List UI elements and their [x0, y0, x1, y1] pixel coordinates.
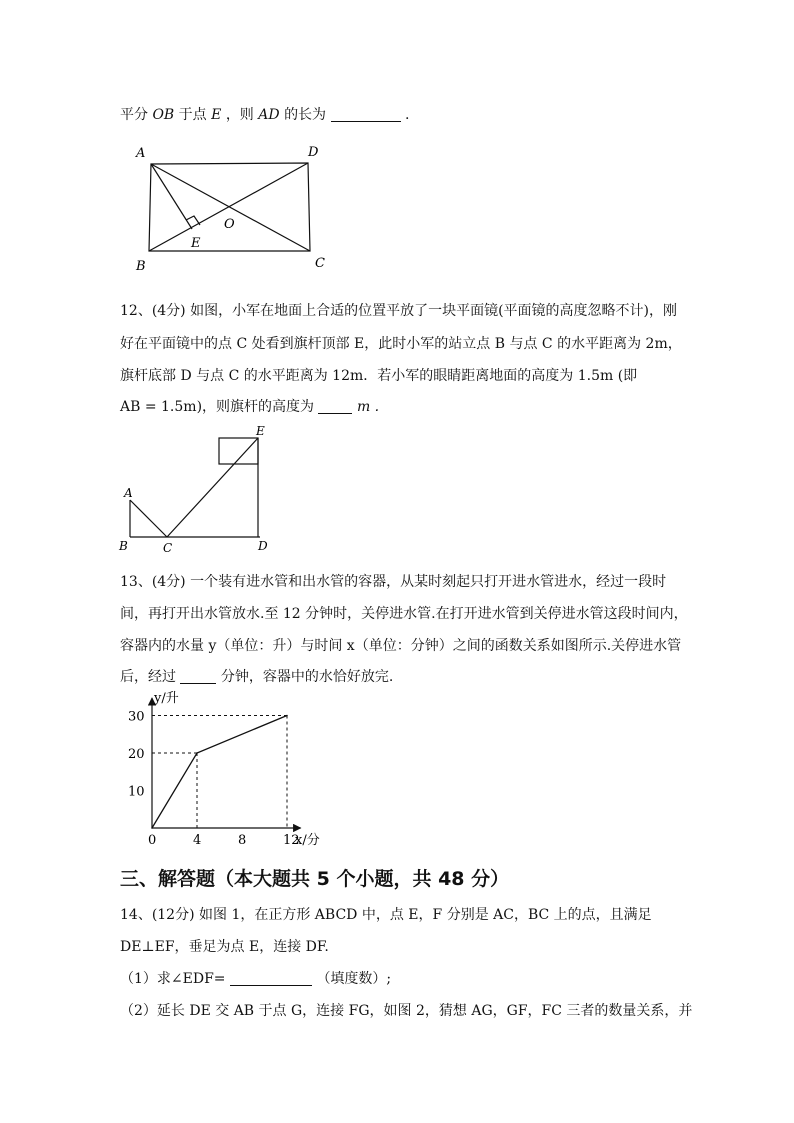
q12-line-2: 好在平面镜中的点 C 处看到旗杆顶部 E，此时小军的站立点 B 与点 C 的水平距离为 2m， — [120, 336, 682, 352]
q12-unit: m . — [356, 399, 380, 415]
label-d: D — [308, 145, 319, 160]
q12-line-4 — [120, 396, 379, 416]
series-line-0 — [152, 716, 287, 829]
q13-line-3: 容器内的水量 y（单位：升）与时间 x（单位：分钟）之间的函数关系如图所示.关停进水管 — [120, 638, 682, 654]
q14-line-4: （2）延长 DE 交 AB 于点 G，连接 FG，如图 2，猜想 AG，GF，FC 三者的数量关系，并 — [120, 1003, 693, 1019]
y-tick-label: 10 — [128, 784, 145, 800]
data-point — [196, 752, 198, 754]
q13-line-4 — [120, 666, 393, 686]
x-tick-label: 4 — [193, 833, 202, 848]
q13-water-chart — [115, 688, 340, 853]
q12-line-1: 12、(4分) 如图，小军在地面上合适的位置平放了一块平面镜(平面镜的高度忽略不计)，刚 — [120, 303, 678, 319]
q14-line-1: 14、(12分) 如图 1，在正方形 ABCD 中，点 E，F 分别是 AC，BC 上的点，且满足 — [120, 907, 652, 923]
label-c: C — [315, 256, 325, 271]
q14-answer-blank[interactable] — [230, 971, 312, 986]
label-a: A — [136, 146, 146, 161]
q13-text: 后，经过 — [120, 669, 176, 685]
q11-text: ，则 — [225, 107, 254, 123]
data-point — [151, 827, 153, 829]
q12-line-3: 旗杆底部 D 与点 C 的水平距离为 12m．若小军的眼睛距离地面的高度为 1.5m (即 — [120, 368, 638, 384]
label-a: A — [124, 486, 133, 500]
q12-text: AB = 1.5m)，则旗杆的高度为 — [120, 399, 315, 415]
q11-text-line — [120, 104, 409, 124]
q11-var-e: E — [211, 107, 222, 123]
label-e: E — [191, 236, 201, 251]
q13-line-2: 间，再打开出水管放水.至 12 分钟时，关停进水管.在打开进水管到关停进水管这段时间内， — [120, 606, 688, 622]
q14-text: （1）求∠EDF= — [120, 971, 226, 987]
perpendicular-ae — [151, 164, 192, 229]
q14-line-2: DE⊥EF，垂足为点 E，连接 DF. — [120, 939, 329, 955]
label-o: O — [224, 217, 235, 232]
data-point — [286, 715, 288, 717]
sight-ac — [130, 500, 167, 537]
q13-line-1: 13、(4分) 一个装有进水管和出水管的容器，从某时刻起只打开进水管进水，经过一段时 — [120, 574, 667, 590]
q11-text: 于点 — [178, 107, 207, 123]
x-tick-label: 12 — [283, 833, 300, 848]
q12-flagpole-figure — [115, 422, 280, 557]
section-3-heading: 三、解答题（本大题共 5 个小题，共 48 分） — [120, 868, 510, 890]
label-e: E — [256, 424, 265, 438]
q11-text: 的长为 — [284, 107, 327, 123]
q11-text: . — [404, 107, 410, 123]
q11-answer-blank[interactable] — [331, 107, 401, 122]
diagonal-ac — [151, 164, 310, 251]
label-b: B — [136, 259, 146, 274]
x-axis-label: x/分 — [295, 833, 320, 848]
q11-var-ob: OB — [152, 107, 175, 123]
q13-text: 分钟，容器中的水恰好放完. — [220, 669, 394, 685]
x-tick-label: 0 — [148, 833, 157, 848]
label-c: C — [163, 541, 173, 555]
q13-answer-blank[interactable] — [180, 669, 216, 684]
y-tick-label: 20 — [128, 747, 145, 762]
q12-answer-blank[interactable] — [318, 399, 352, 414]
q11-rectangle-figure — [130, 140, 340, 275]
q11-var-ad: AD — [258, 107, 280, 123]
sight-ce — [167, 438, 258, 537]
label-d: D — [258, 539, 268, 553]
x-tick-label: 8 — [238, 833, 247, 848]
q14-text: （填度数）; — [316, 971, 392, 987]
q11-text: 平分 — [120, 107, 148, 123]
label-b: B — [119, 539, 128, 553]
y-axis-label: y/升 — [154, 691, 179, 706]
q14-line-3 — [120, 968, 391, 988]
y-tick-label: 30 — [128, 709, 145, 725]
